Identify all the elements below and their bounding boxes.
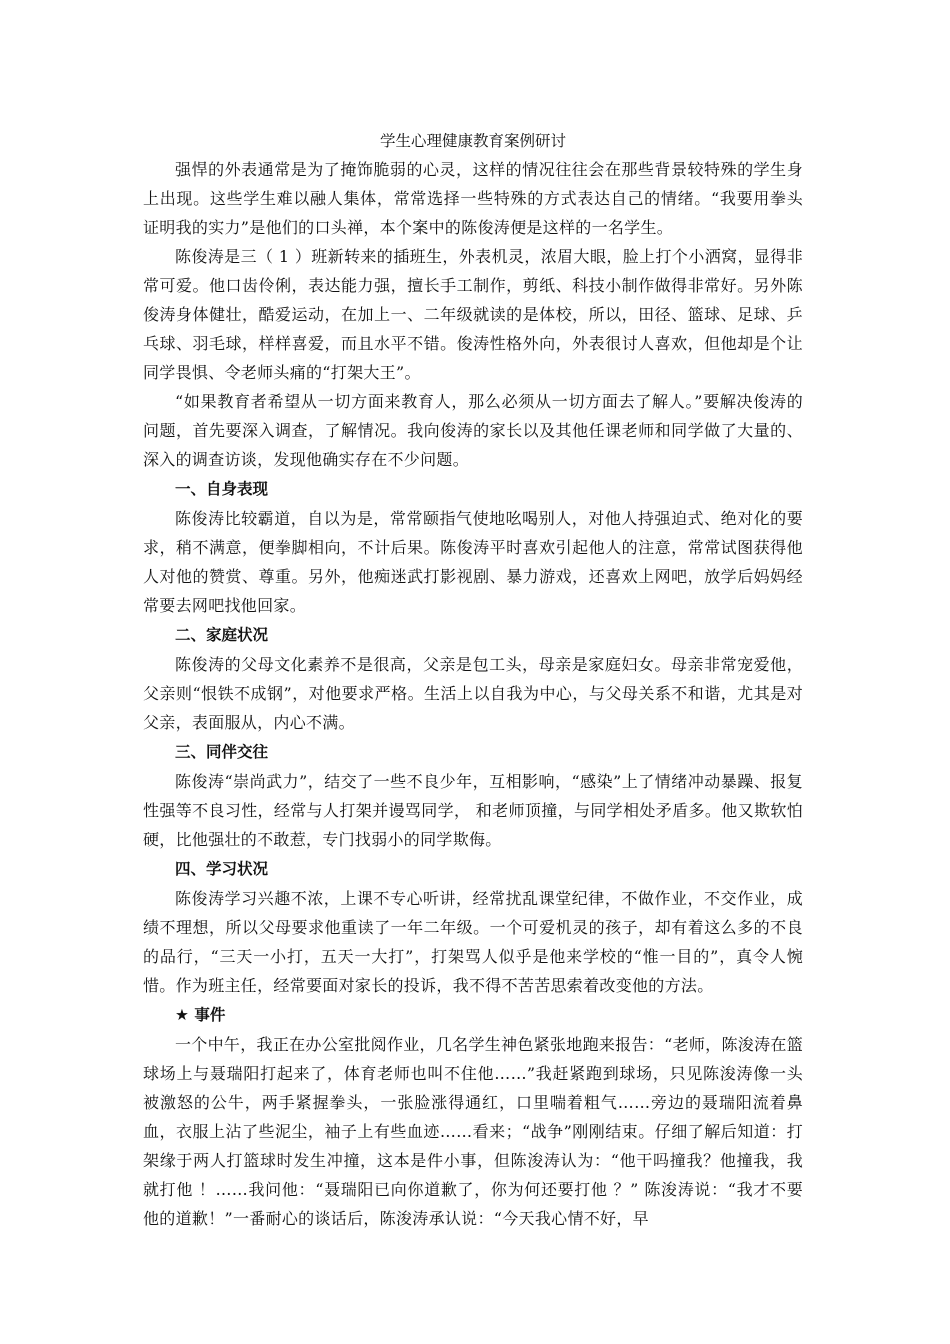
section-text-peers: 陈俊涛“崇尚武力”，结交了一些不良少年，互相影响，“感染”上了情绪冲动暴躁、报复性强等不良习性，经常与人打架并谩骂同学， 和老师顶撞，与同学相处矛盾多。他又欺软怕硬，比他强壮的不敢惹，专门找弱小的同学欺侮。 xyxy=(143,772,803,849)
intro-paragraph-1: 强悍的外表通常是为了掩饰脆弱的心灵，这样的情况往往会在那些背景较特殊的学生身上出现。这些学生难以融人集体，常常选择一些特殊的方式表达自己的情绪。“我要用拳头证明我的实力”是他们的口头禅，本个案中的陈俊涛便是这样的一名学生。 xyxy=(143,160,803,237)
star-icon: ★ xyxy=(175,1006,189,1024)
section-text-family: 陈俊涛的父母文化素养不是很高，父亲是包工头，母亲是家庭妇女。母亲非常宠爱他，父亲则“恨铁不成钢”，对他要求严格。生活上以自我为中心，与父母关系不和谐，尤其是对父亲，表面服从，内心不满。 xyxy=(143,655,803,732)
section-heading-study: 四、学习状况 xyxy=(175,860,269,878)
event-text: 一个中午，我正在办公室批阅作业，几名学生神色紧张地跑来报告：“老师，陈浚涛在篮球场上与聂瑞阳打起来了，体育老师也叫不住他……”我赶紧跑到球场，只见陈浚涛像一头被激怒的公牛，两手紧握拳头，一张脸涨得通红，口里喘着粗气……旁边的聂瑞阳流着鼻血，衣服上沾了些泥尘，袖子上有些血迹……看来；“战争”刚刚结束。仔细了解后知道：打架缘于两人打篮球时发生冲撞，这本是件小事，但陈浚涛认为：“他干吗撞我？他撞我，我就打他 ！……我问他：“聂瑞阳已向你道歉了，你为何还要打他 ？” 陈浚涛说：“我才不要他的道歉！”一番耐心的谈话后，陈浚涛承认说：“今天我心情不好，早 xyxy=(143,1035,803,1228)
intro-paragraph-2: 陈俊涛是三（ 1 ）班新转来的插班生，外表机灵，浓眉大眼，脸上打个小洒窝，显得非常可爱。他口齿伶俐，表达能力强，擅长手工制作，剪纸、科技小制作做得非常好。另外陈俊涛身体健壮，酷爱运动，在加上一、二年级就读的是体校，所以，田径、篮球、足球、乒乓球、羽毛球，样样喜爱，而且水平不错。俊涛性格外向，外表很讨人喜欢，但他却是个让同学畏惧、令老师头痛的“打架大王”。 xyxy=(143,247,803,382)
event-heading xyxy=(143,1000,803,1030)
event-heading-label: 事件 xyxy=(194,1006,226,1024)
section-text-study: 陈俊涛学习兴趣不浓，上课不专心听讲，经常扰乱课堂纪律，不做作业，不交作业，成绩不理想，所以父母要求他重读了一年二年级。一个可爱机灵的孩子，却有着这么多的不良的品行，“三天一小打，五天一大打”，打架骂人似乎是他来学校的“惟一目的”，真令人惋惜。作为班主任，经常要面对家长的投诉，我不得不苦苦思索着改变他的方法。 xyxy=(143,889,803,995)
document-page xyxy=(143,130,803,1233)
intro-paragraph-3: “如果教育者希望从一切方面来教育人，那么必须从一切方面去了解人。”要解决俊涛的问题，首先要深入调查，了解情况。我向俊涛的家长以及其他任课老师和同学做了大量的、深入的调查访谈，发现他确实存在不少问题。 xyxy=(143,392,803,469)
section-heading-family: 二、家庭状况 xyxy=(175,626,269,644)
section-heading-self: 一、自身表现 xyxy=(175,480,269,498)
document-title: 学生心理健康教育案例研讨 xyxy=(379,132,566,150)
section-text-self: 陈俊涛比较霸道，自以为是，常常颐指气使地吆喝别人，对他人持强迫式、绝对化的要求，稍不满意，便拳脚相向，不计后果。陈俊涛平时喜欢引起他人的注意，常常试图获得他人对他的赞赏、尊重。另外，他痴迷武打影视剧、暴力游戏，还喜欢上网吧，放学后妈妈经常要去网吧找他回家。 xyxy=(143,509,803,615)
section-heading-peers: 三、同伴交往 xyxy=(175,743,269,761)
